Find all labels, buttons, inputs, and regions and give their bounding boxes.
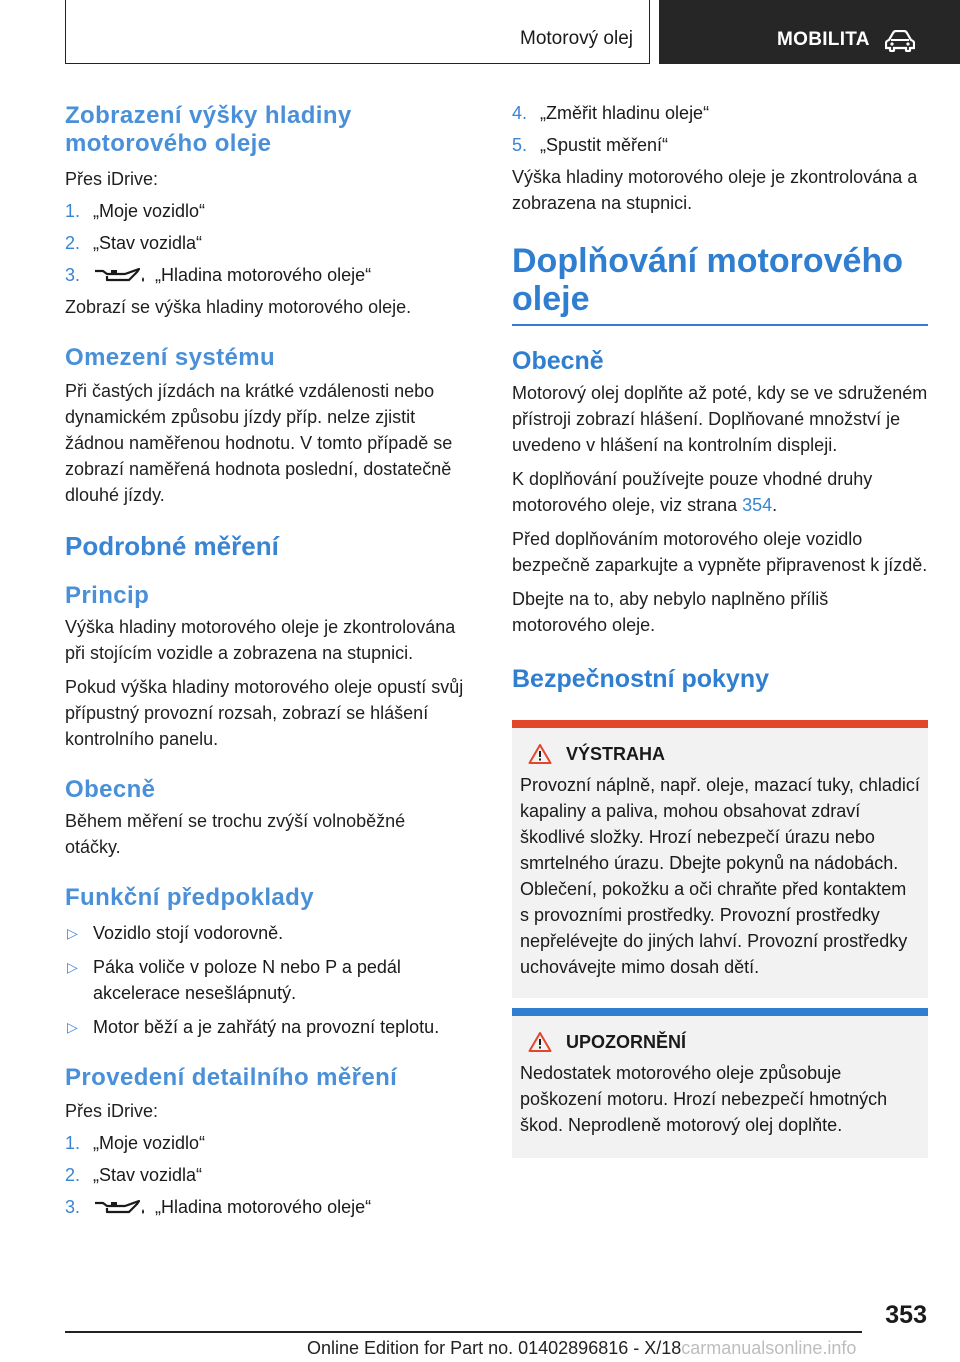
caution-bar	[512, 1008, 928, 1016]
limits-text: Při častých jízdách na krátké vzdálenosti nebo dynamickém způsobu jízdy příp. nelze zjistit žádnou naměřenou hodnotu. V tomto případě se zobrazí naměřená hodnota poslední, dostatečně dlouhé jízdy.	[65, 381, 453, 505]
heading-perform-measurement: Provedení detailního měření	[65, 1064, 398, 1091]
caution-text: Nedostatek motorového oleje způsobuje poškození motoru. Hrozí nebezpečí hmotných škod. Neprodleně motorový olej doplňte.	[520, 1063, 888, 1135]
list-item: 3. „Hladina motorového oleje“	[65, 265, 372, 285]
triangle-bullet-icon: ▷	[67, 959, 78, 975]
list-item: ▷ Motor běží a je zahřátý na provozní teplotu.	[65, 1014, 485, 1040]
list-item: 3. „Hladina motorového oleje“	[65, 1197, 372, 1217]
display-intro: Přes iDrive:	[65, 169, 159, 189]
list-item: 4. „Změřit hladinu oleje“	[512, 103, 710, 123]
principle-text-2: Pokud výška hladiny motorového oleje opustí svůj přípustný provozní rozsah, zobrazí se hlášení kontrolního panelu.	[65, 677, 464, 749]
header-section-title: Motorový olej	[520, 28, 633, 49]
heading-safety-notes: Bezpečnostní pokyny	[512, 665, 769, 693]
list-item: 1. „Moje vozidlo“	[65, 1133, 206, 1153]
heading-detailed-measurement: Podrobné měření	[65, 531, 279, 561]
heading-system-limits: Omezení systému	[65, 344, 276, 371]
list-item: 2. „Stav vozidla“	[65, 233, 203, 253]
left-column	[65, 102, 485, 1220]
perform-steps-list	[65, 1130, 485, 1220]
caution-title-row: UPOZORNĚNÍ	[520, 1030, 920, 1054]
footer-divider	[65, 1331, 862, 1333]
heading-principle: Princip	[65, 582, 150, 609]
warning-text: Provozní náplně, např. oleje, mazací tuky, chladicí kapaliny a paliva, mohou obsahovat zdraví škodlivé složky. Hrozí nebezpečí úrazu nebo smrtelného úrazu. Dbejte pokynů na nádobách. Oblečení, pokožku a oči chraňte před kontaktem s provozními prostředky. Provozní prostředky nepřelévejte do jiných lahví. Provozní prostředky uchovávejte mimo dosah dětí.	[520, 775, 920, 977]
display-result: Zobrazí se výška hladiny motorového oleje.	[65, 297, 412, 317]
warning-triangle-icon	[528, 743, 552, 765]
footer-edition: Online Edition for Part no. 01402896816 - X/18	[307, 1338, 682, 1358]
list-item: 1. „Moje vozidlo“	[65, 201, 206, 221]
triangle-bullet-icon: ▷	[67, 925, 78, 941]
general-text-1: Motorový olej doplňte až poté, kdy se ve sdruženém přístroji zobrazí hlášení. Doplňované množství je uvedeno v hlášení na kontrolním displeji.	[512, 383, 928, 455]
list-item: ▷ Páka voliče v poloze N nebo P a pedál akcelerace nesešlápnutý.	[65, 954, 470, 1006]
list-item: 2. „Stav vozidla“	[65, 1165, 203, 1185]
header-section-box	[65, 0, 650, 64]
caution-box	[512, 1008, 928, 1158]
right-column	[512, 102, 928, 1158]
heading-general-right: Obecně	[512, 347, 604, 375]
chapter-tab-label: MOBILITA	[777, 29, 870, 50]
triangle-bullet-icon: ▷	[67, 1019, 78, 1035]
chapter-tab[interactable]	[659, 0, 960, 64]
warning-box	[512, 720, 928, 998]
oil-can-icon	[93, 265, 147, 285]
heading-refilling-oil: Doplňování motorového oleje	[512, 242, 903, 318]
display-steps-list	[65, 198, 485, 288]
page-number: 353	[885, 1301, 927, 1329]
general-text-3: Před doplňováním motorového oleje vozidlo bezpečně zaparkujte a vypněte připravenost k jízdě.	[512, 529, 928, 575]
footer-edition-line	[307, 1338, 856, 1359]
list-item: 5. „Spustit měření“	[512, 135, 669, 155]
principle-text-1: Výška hladiny motorového oleje je zkontrolována při stojícím vozidle a zobrazena na stupnici.	[65, 617, 456, 663]
section-divider	[512, 324, 928, 326]
warning-title-row: VÝSTRAHA	[520, 742, 920, 766]
heading-display-level: Zobrazení výšky hladiny motorového oleje	[65, 102, 352, 157]
perform-intro: Přes iDrive:	[65, 1101, 159, 1121]
perform-steps-cont-list	[512, 100, 928, 158]
oil-can-icon	[93, 1197, 147, 1217]
warning-bar	[512, 720, 928, 728]
list-item: ▷ Vozidlo stojí vodorovně.	[65, 920, 485, 946]
warning-triangle-icon	[528, 1031, 552, 1053]
heading-prerequisites: Funkční předpoklady	[65, 884, 314, 911]
prerequisites-list	[65, 920, 485, 1040]
general-text-4: Dbejte na to, aby nebylo naplněno příliš motorového oleje.	[512, 589, 829, 635]
page-link[interactable]: 354	[742, 495, 773, 515]
general-text-2: K doplňování používejte pouze vhodné druhy motorového oleje, viz strana 354.	[512, 469, 873, 515]
car-icon	[885, 30, 915, 52]
footer-watermark: carmanualsonline.info	[681, 1338, 857, 1358]
heading-general: Obecně	[65, 776, 156, 803]
general-text: Během měření se trochu zvýší volnoběžné otáčky.	[65, 811, 406, 857]
perform-result: Výška hladiny motorového oleje je zkontrolována a zobrazena na stupnici.	[512, 167, 918, 213]
